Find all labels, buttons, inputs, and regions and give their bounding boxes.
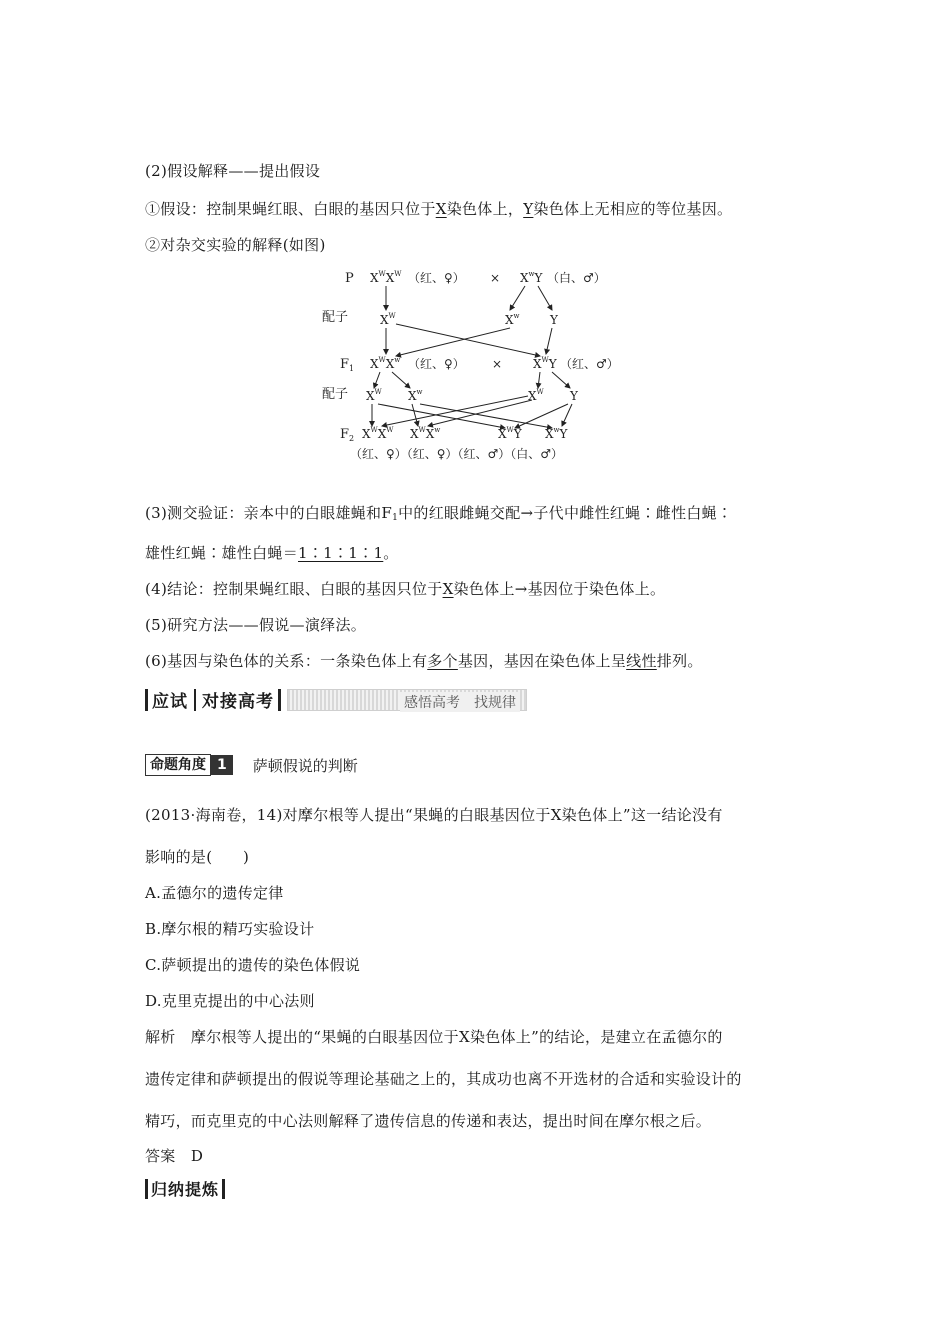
analysis-line-2: 遗传定律和萨顿提出的假说等理论基础之上的，其成功也离不开选材的合适和实验设计的 [145,1070,742,1088]
angle-number: 1 [211,755,233,775]
answer-blank: Y [523,200,534,218]
row-label-gamete1: 配子 [322,310,349,325]
gamete-XW: $X^W$ [380,312,396,327]
analysis-line-3: 精巧，而克里克的中心法则解释了遗传信息的传递和表达，提出时间在摩尔根之后。 [145,1112,712,1130]
text: 排列。 [656,652,703,670]
angle-tag [145,754,358,776]
f2-phenotypes: （红、♀）（红、♀）（红、♂）（白、♂） [350,447,564,461]
text: 。 [383,544,399,562]
answer-blank: 多个 [427,652,458,670]
f2-genotype-2: $X^WX^w$ [410,426,441,441]
p-male-genotype: $X^wY$ [520,270,543,285]
answer-blank: X [442,580,454,598]
text: (3)测交验证：亲本中的白眼雄蝇和F [145,504,393,522]
f2-genotype-3: $X^WY$ [498,426,522,441]
conclusion-text [145,578,665,599]
text: (4)结论：控制果蝇红眼、白眼的基因只位于 [145,580,443,598]
f1-gamete-XW-female: $X^W$ [366,388,382,403]
summary-heading [145,1177,225,1200]
question-line-2: 影响的是( ) [145,848,250,866]
angle-title: 萨顿假说的判断 [252,756,358,775]
testcross-text-1 [145,502,732,523]
row-label-gamete2: 配子 [322,387,349,402]
banner-title-1: 应试 [152,692,188,712]
option-d: D.克里克提出的中心法则 [145,992,315,1010]
f1-female-genotype: $X^WX^w$ [370,356,401,371]
analysis-line-1: 解析 摩尔根等人提出的“果蝇的白眼基因位于X染色体上”的结论，是建立在孟德尔的 [145,1028,723,1046]
row-label-p: P [345,271,354,286]
answer: 答案 D [145,1147,204,1165]
section2-heading: (2)假设解释——提出假设 [145,162,321,180]
f1-gamete-Y-male: Y [570,389,578,403]
f2-genotype-4: $X^wY$ [545,426,568,441]
text: 染色体上无相应的等位基因。 [533,200,733,218]
option-c: C.萨顿提出的遗传的染色体假说 [145,956,361,974]
question-line-1: (2013·海南卷，14)对摩尔根等人提出“果蝇的白眼基因位于X染色体上”这一结论没有 [145,806,723,824]
f1-cross-symbol: × [492,357,503,371]
banner-title-2: 对接高考 [202,692,274,712]
f2-genotype-1: $X^WX^W$ [362,426,394,441]
hypothesis-text [145,198,732,219]
f1-gamete-XW-male: $X^W$ [528,388,544,403]
answer-blank: X [435,200,447,218]
text: ①假设：控制果蝇红眼、白眼的基因只位于 [145,200,436,218]
angle-label: 命题角度 [145,754,211,776]
subscript: 1 [392,513,399,523]
banner-right-text: 感悟高考 找规律 [400,692,520,712]
cross-diagram [300,262,630,467]
p-female-genotype: $X^WX^W$ [370,270,402,285]
f1-gamete-Xw-female: $X^w$ [408,388,423,403]
method-text: (5)研究方法——假说—演绎法。 [145,616,367,634]
option-b: B.摩尔根的精巧实验设计 [145,920,315,938]
text: 染色体上， [446,200,524,218]
relation-text [145,650,703,671]
summary-bar [222,1179,225,1199]
p-female-phenotype: （红、♀） [408,271,465,285]
answer-blank: 1∶1∶1∶1 [298,544,384,562]
p-male-phenotype: （白、♂） [547,271,606,285]
gamete-Xw: $X^w$ [505,312,520,327]
text: 中的红眼雌蝇交配→子代中雌性红蝇∶雌性白蝇∶ [398,504,733,522]
p-cross-symbol: × [490,271,501,285]
answer-blank: 线性 [626,652,657,670]
row-label-f2: $F_2$ [340,427,355,443]
text: 雄性红蝇∶雄性白蝇＝ [145,544,299,562]
banner-separator [194,689,196,711]
f1-female-phenotype: （红、♀） [408,357,465,371]
option-a: A.孟德尔的遗传定律 [145,884,284,902]
testcross-text-2 [145,542,399,563]
explanation-heading: ②对杂交实验的解释(如图) [145,236,326,254]
row-label-f1: $F_1$ [340,357,355,373]
banner-bar [278,689,281,711]
section-banner [145,687,527,712]
text: (6)基因与染色体的关系：一条染色体上有 [145,652,428,670]
f1-male-phenotype: （红、♂） [560,357,619,371]
text: 染色体上→基因位于染色体上。 [453,580,666,598]
summary-title: 归纳提炼 [151,1180,220,1199]
gamete-Y: Y [550,313,558,327]
f1-male-genotype: $X^WY$ [533,356,557,371]
text: 基因，基因在染色体上呈 [457,652,627,670]
banner-strip [287,689,527,711]
